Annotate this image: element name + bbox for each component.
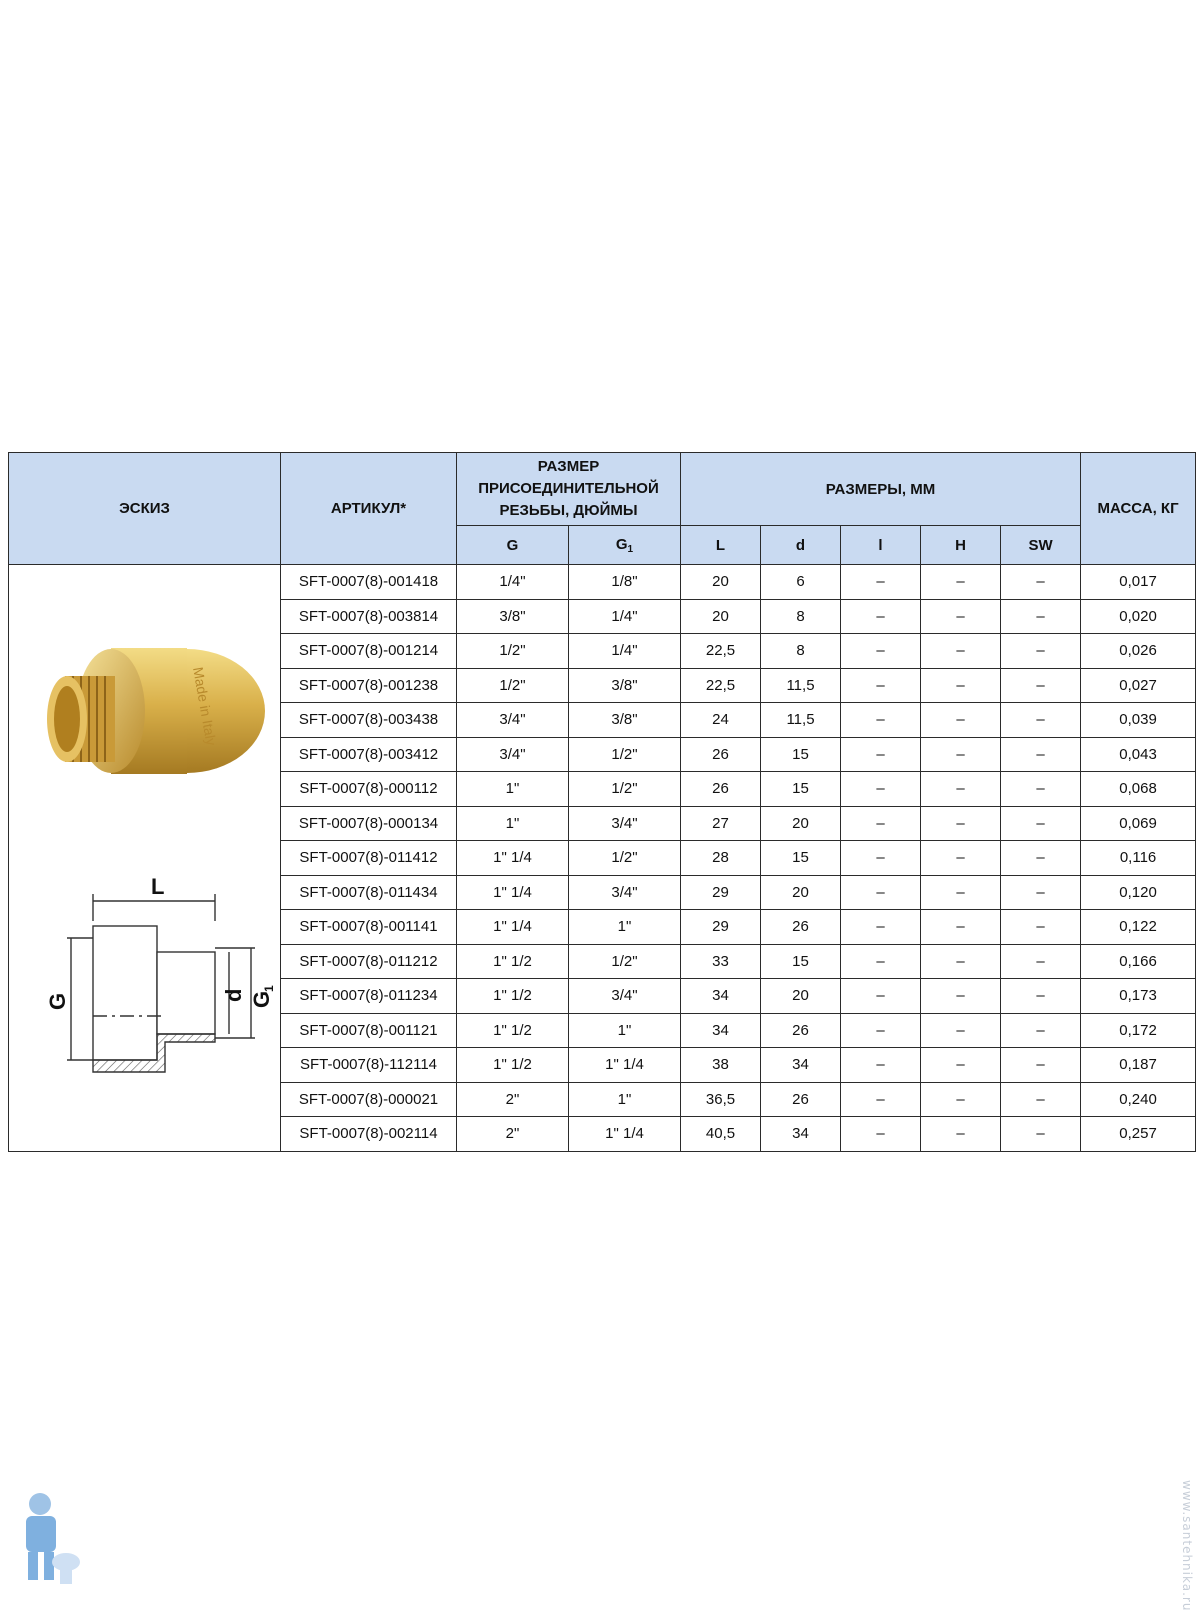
drawing-label-d: d xyxy=(220,988,246,1002)
cell-mass: 0,043 xyxy=(1081,737,1196,772)
sketch-cell xyxy=(9,565,281,1152)
cell-mass: 0,116 xyxy=(1081,841,1196,876)
cell-g: 1" xyxy=(457,772,569,807)
cell-d: 20 xyxy=(761,979,841,1014)
cell-h: – xyxy=(921,944,1001,979)
drawing-label-G1: G xyxy=(248,990,274,1008)
cell-l: 36,5 xyxy=(681,1082,761,1117)
cell-l: – xyxy=(841,599,921,634)
cell-h: – xyxy=(921,1013,1001,1048)
cell-l: 33 xyxy=(681,944,761,979)
cell-g1: 1" 1/4 xyxy=(569,1048,681,1083)
cell-sw: – xyxy=(1001,1082,1081,1117)
cell-d: 15 xyxy=(761,841,841,876)
cell-article: SFT-0007(8)-000134 xyxy=(281,806,457,841)
cell-g: 3/8" xyxy=(457,599,569,634)
header-G: G xyxy=(457,526,569,565)
cell-g1: 1" xyxy=(569,910,681,945)
cell-article: SFT-0007(8)-011412 xyxy=(281,841,457,876)
cell-g: 1" 1/2 xyxy=(457,1013,569,1048)
cell-h: – xyxy=(921,703,1001,738)
cell-l: – xyxy=(841,875,921,910)
spec-table xyxy=(8,452,1196,1152)
cell-l: – xyxy=(841,737,921,772)
header-d: d xyxy=(761,526,841,565)
cell-l: 20 xyxy=(681,565,761,600)
header-G1-letter: G xyxy=(615,535,628,553)
drawing-label-G: G xyxy=(44,992,70,1010)
cell-g1: 3/4" xyxy=(569,875,681,910)
cell-mass: 0,122 xyxy=(1081,910,1196,945)
cell-d: 26 xyxy=(761,1082,841,1117)
cell-l: – xyxy=(841,565,921,600)
cell-g: 1" 1/4 xyxy=(457,875,569,910)
cell-l: 24 xyxy=(681,703,761,738)
cell-article: SFT-0007(8)-011434 xyxy=(281,875,457,910)
cell-d: 8 xyxy=(761,634,841,669)
cell-sw: – xyxy=(1001,634,1081,669)
cell-article: SFT-0007(8)-003412 xyxy=(281,737,457,772)
cell-mass: 0,187 xyxy=(1081,1048,1196,1083)
plumber-mascot-logo xyxy=(10,1488,82,1588)
cell-l: – xyxy=(841,1117,921,1152)
sketch-figure xyxy=(15,576,275,1136)
cell-l: 40,5 xyxy=(681,1117,761,1152)
cell-article: SFT-0007(8)-112114 xyxy=(281,1048,457,1083)
header-G1-subscript: 1 xyxy=(627,543,634,555)
cell-g1: 1/2" xyxy=(569,944,681,979)
cell-h: – xyxy=(921,979,1001,1014)
cell-article: SFT-0007(8)-001214 xyxy=(281,634,457,669)
cell-d: 15 xyxy=(761,944,841,979)
cell-mass: 0,026 xyxy=(1081,634,1196,669)
cell-l: 22,5 xyxy=(681,668,761,703)
header-article: АРТИКУЛ* xyxy=(281,453,457,565)
site-watermark: www.santehnika.ru xyxy=(1180,1480,1194,1611)
header-sketch: ЭСКИЗ xyxy=(9,453,281,565)
cell-h: – xyxy=(921,1117,1001,1152)
cell-sw: – xyxy=(1001,565,1081,600)
cell-article: SFT-0007(8)-000112 xyxy=(281,772,457,807)
cell-h: – xyxy=(921,668,1001,703)
cell-g: 1" 1/2 xyxy=(457,1048,569,1083)
cell-mass: 0,120 xyxy=(1081,875,1196,910)
cell-sw: – xyxy=(1001,772,1081,807)
cell-l: 22,5 xyxy=(681,634,761,669)
header-l: l xyxy=(841,526,921,565)
cell-article: SFT-0007(8)-001418 xyxy=(281,565,457,600)
cell-g1: 1" xyxy=(569,1013,681,1048)
cell-l: – xyxy=(841,772,921,807)
cell-l: – xyxy=(841,1082,921,1117)
cell-l: 20 xyxy=(681,599,761,634)
cell-article: SFT-0007(8)-011234 xyxy=(281,979,457,1014)
cell-l: – xyxy=(841,1013,921,1048)
cell-l: – xyxy=(841,806,921,841)
cell-g: 1" 1/4 xyxy=(457,841,569,876)
cell-mass: 0,039 xyxy=(1081,703,1196,738)
cell-g1: 1/2" xyxy=(569,772,681,807)
cell-g1: 1/2" xyxy=(569,841,681,876)
header-G1 xyxy=(569,526,681,565)
cell-article: SFT-0007(8)-002114 xyxy=(281,1117,457,1152)
cell-g1: 1/2" xyxy=(569,737,681,772)
cell-sw: – xyxy=(1001,979,1081,1014)
cell-g: 1/2" xyxy=(457,668,569,703)
cell-h: – xyxy=(921,841,1001,876)
cell-g1: 3/8" xyxy=(569,668,681,703)
cell-sw: – xyxy=(1001,1117,1081,1152)
cell-l: 26 xyxy=(681,737,761,772)
cell-article: SFT-0007(8)-000021 xyxy=(281,1082,457,1117)
cell-d: 15 xyxy=(761,772,841,807)
cell-g: 3/4" xyxy=(457,737,569,772)
cell-l: – xyxy=(841,910,921,945)
cell-d: 20 xyxy=(761,806,841,841)
cell-article: SFT-0007(8)-003814 xyxy=(281,599,457,634)
cell-l: – xyxy=(841,668,921,703)
cell-g1: 3/8" xyxy=(569,703,681,738)
cell-l: 29 xyxy=(681,910,761,945)
cell-h: – xyxy=(921,737,1001,772)
cell-d: 26 xyxy=(761,910,841,945)
cell-sw: – xyxy=(1001,737,1081,772)
header-thread-size: РАЗМЕР ПРИСОЕДИНИТЕЛЬНОЙ РЕЗЬБЫ, ДЮЙМЫ xyxy=(457,453,681,526)
product-photo xyxy=(47,648,265,774)
cell-g: 1" 1/4 xyxy=(457,910,569,945)
cell-sw: – xyxy=(1001,806,1081,841)
cell-article: SFT-0007(8)-001141 xyxy=(281,910,457,945)
cell-mass: 0,166 xyxy=(1081,944,1196,979)
cell-h: – xyxy=(921,1082,1001,1117)
cell-l: – xyxy=(841,944,921,979)
cell-d: 6 xyxy=(761,565,841,600)
cell-sw: – xyxy=(1001,875,1081,910)
cell-d: 34 xyxy=(761,1117,841,1152)
cell-g1: 1" 1/4 xyxy=(569,1117,681,1152)
cell-mass: 0,068 xyxy=(1081,772,1196,807)
cell-h: – xyxy=(921,634,1001,669)
cell-g: 1/4" xyxy=(457,565,569,600)
cell-sw: – xyxy=(1001,910,1081,945)
cell-sw: – xyxy=(1001,703,1081,738)
table-row xyxy=(9,565,1196,600)
header-mass: МАССА, КГ xyxy=(1081,453,1196,565)
header-SW: SW xyxy=(1001,526,1081,565)
cell-g: 2" xyxy=(457,1117,569,1152)
cell-article: SFT-0007(8)-003438 xyxy=(281,703,457,738)
cell-mass: 0,240 xyxy=(1081,1082,1196,1117)
cell-g1: 1/4" xyxy=(569,599,681,634)
cell-sw: – xyxy=(1001,1048,1081,1083)
cell-l: 28 xyxy=(681,841,761,876)
cell-l: 34 xyxy=(681,1013,761,1048)
cell-mass: 0,020 xyxy=(1081,599,1196,634)
cell-g: 1" 1/2 xyxy=(457,944,569,979)
cell-l: 29 xyxy=(681,875,761,910)
cell-h: – xyxy=(921,772,1001,807)
cell-article: SFT-0007(8)-011212 xyxy=(281,944,457,979)
cell-g: 2" xyxy=(457,1082,569,1117)
header-H: H xyxy=(921,526,1001,565)
cell-h: – xyxy=(921,1048,1001,1083)
cell-d: 15 xyxy=(761,737,841,772)
cell-g: 3/4" xyxy=(457,703,569,738)
technical-drawing xyxy=(67,894,255,1072)
cell-l: 27 xyxy=(681,806,761,841)
cell-d: 26 xyxy=(761,1013,841,1048)
cell-mass: 0,173 xyxy=(1081,979,1196,1014)
cell-h: – xyxy=(921,806,1001,841)
cell-mass: 0,172 xyxy=(1081,1013,1196,1048)
cell-l: – xyxy=(841,1048,921,1083)
cell-l: – xyxy=(841,634,921,669)
cell-mass: 0,069 xyxy=(1081,806,1196,841)
cell-l: – xyxy=(841,979,921,1014)
cell-sw: – xyxy=(1001,668,1081,703)
cell-g: 1/2" xyxy=(457,634,569,669)
cell-h: – xyxy=(921,910,1001,945)
cell-l: – xyxy=(841,703,921,738)
cell-l: 38 xyxy=(681,1048,761,1083)
cell-l: 34 xyxy=(681,979,761,1014)
cell-sw: – xyxy=(1001,599,1081,634)
cell-d: 20 xyxy=(761,875,841,910)
header-dimensions: РАЗМЕРЫ, ММ xyxy=(681,453,1081,526)
cell-g1: 3/4" xyxy=(569,806,681,841)
cell-h: – xyxy=(921,875,1001,910)
cell-sw: – xyxy=(1001,841,1081,876)
cell-mass: 0,027 xyxy=(1081,668,1196,703)
drawing-label-L: L xyxy=(150,873,164,899)
cell-article: SFT-0007(8)-001238 xyxy=(281,668,457,703)
cell-g: 1" 1/2 xyxy=(457,979,569,1014)
cell-article: SFT-0007(8)-001121 xyxy=(281,1013,457,1048)
cell-g1: 1" xyxy=(569,1082,681,1117)
cell-d: 11,5 xyxy=(761,668,841,703)
cell-l: 26 xyxy=(681,772,761,807)
cell-mass: 0,257 xyxy=(1081,1117,1196,1152)
cell-g1: 1/8" xyxy=(569,565,681,600)
cell-g1: 3/4" xyxy=(569,979,681,1014)
cell-g1: 1/4" xyxy=(569,634,681,669)
cell-h: – xyxy=(921,565,1001,600)
cell-sw: – xyxy=(1001,944,1081,979)
cell-d: 11,5 xyxy=(761,703,841,738)
cell-sw: – xyxy=(1001,1013,1081,1048)
drawing-label-G1-subscript: 1 xyxy=(261,985,275,992)
engraving-text: Made in Italy xyxy=(189,665,220,747)
cell-d: 34 xyxy=(761,1048,841,1083)
cell-d: 8 xyxy=(761,599,841,634)
cell-mass: 0,017 xyxy=(1081,565,1196,600)
header-L: L xyxy=(681,526,761,565)
cell-g: 1" xyxy=(457,806,569,841)
cell-h: – xyxy=(921,599,1001,634)
cell-l: – xyxy=(841,841,921,876)
